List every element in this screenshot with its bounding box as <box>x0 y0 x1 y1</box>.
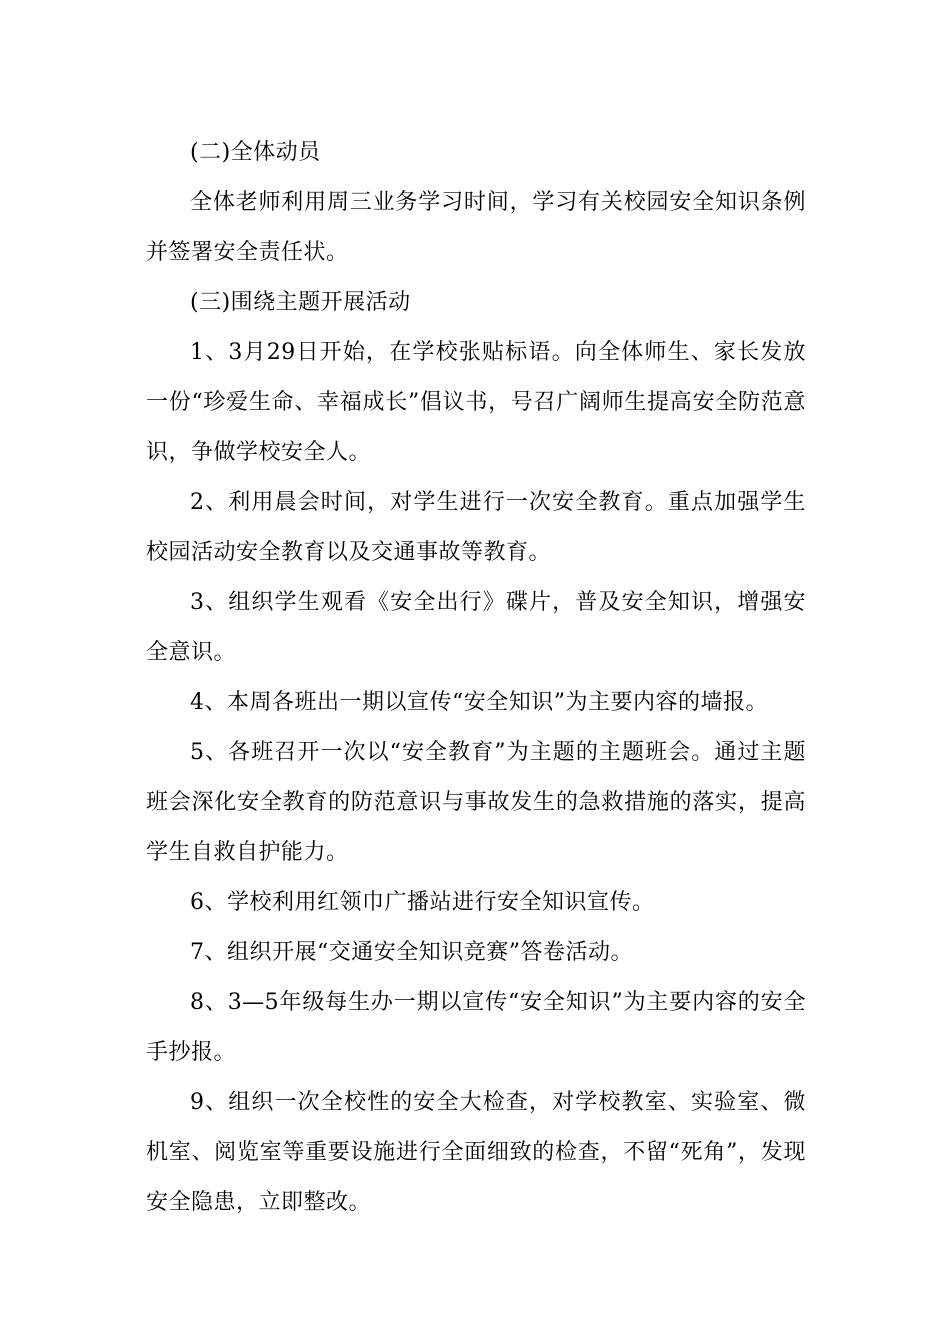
list-item-8: 8、3—5年级每生办一期以宣传“安全知识”为主要内容的安全手抄报。 <box>146 990 806 1065</box>
list-item-9: 9、组织一次全校性的安全大检查，对学校教室、实验室、微机室、阅览室等重要设施进行全面细致的检查，不留“死角”，发现安全隐患，立即整改。 <box>146 1090 806 1215</box>
list-item-2: 2、利用晨会时间，对学生进行一次安全教育。重点加强学生校园活动安全教育以及交通事故等教育。 <box>146 490 806 565</box>
list-item-7: 7、组织开展“交通安全知识竞赛”答卷活动。 <box>190 940 633 965</box>
list-item-6: 6、学校利用红领巾广播站进行安全知识宣传。 <box>190 890 655 915</box>
list-item-1: 1、3月29日开始，在学校张贴标语。向全体师生、家长发放一份“珍爱生命、幸福成长”倡议书，号召广阔师生提高安全防范意识，争做学校安全人。 <box>146 340 806 465</box>
document-body <box>146 128 806 1228</box>
list-item-3: 3、组织学生观看《安全出行》碟片，普及安全知识，增强安全意识。 <box>146 590 806 665</box>
list-item-5: 5、各班召开一次以“安全教育”为主题的主题班会。通过主题班会深化安全教育的防范意识与事故发生的急救措施的落实，提高学生自救自护能力。 <box>146 740 806 865</box>
paragraph-teacher-study: 全体老师利用周三业务学习时间，学习有关校园安全知识条例并签署安全责任状。 <box>146 190 806 265</box>
section-heading-mobilization: (二)全体动员 <box>190 140 321 165</box>
list-item-4: 4、本周各班出一期以宣传“安全知识”为主要内容的墙报。 <box>190 690 768 715</box>
section-heading-activities: (三)围绕主题开展活动 <box>190 290 411 315</box>
